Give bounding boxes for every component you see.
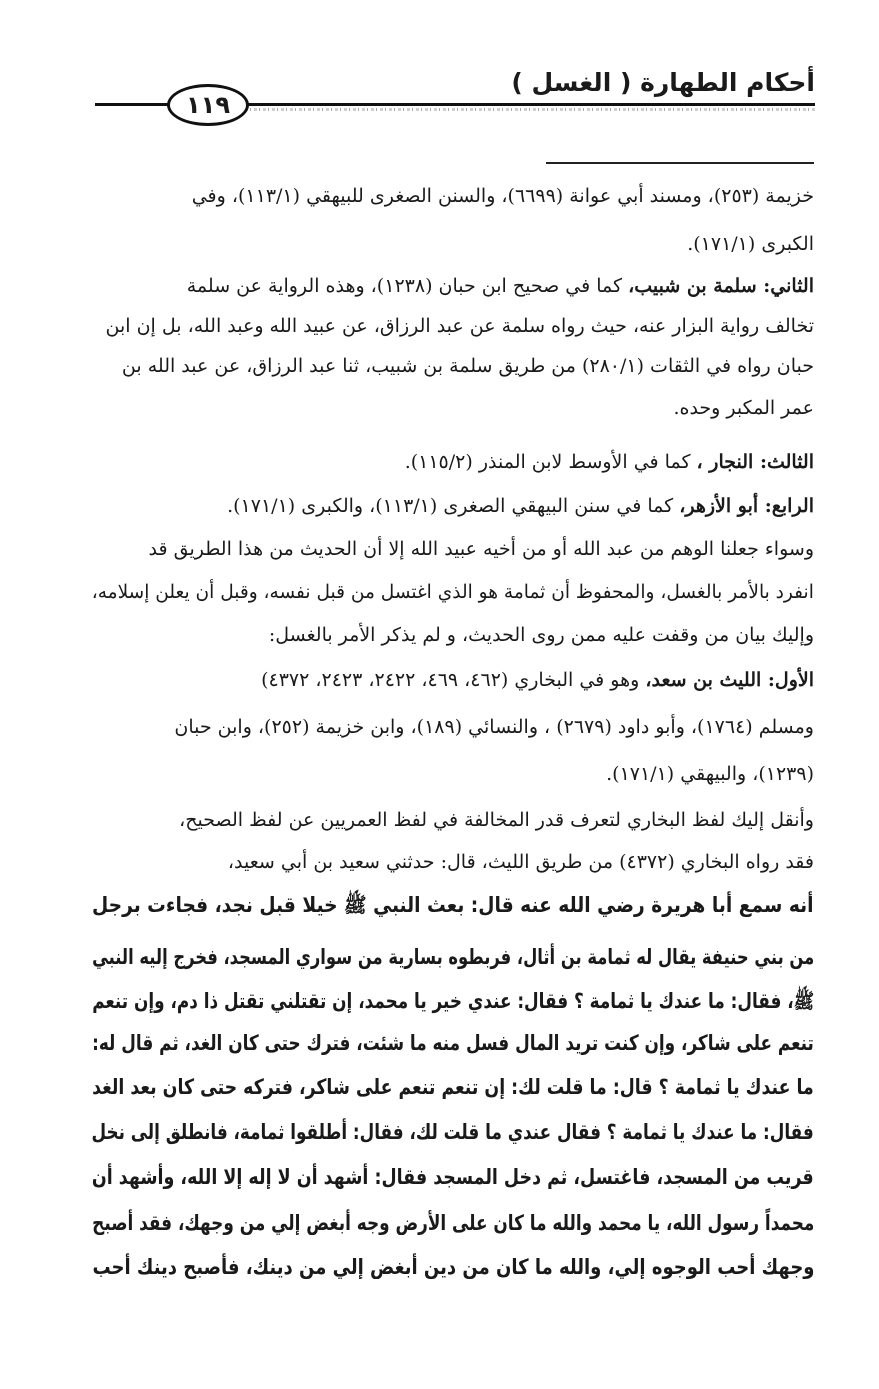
text-line: وسواء جعلنا الوهم من عبد الله أو من أخيه عبيد الله إلا أن الحديث من هذا الطريق قد bbox=[148, 538, 814, 560]
text-line: وإليك بيان من وقفت عليه ممن روى الحديث، و لم يذكر الأمر بالغسل: bbox=[268, 624, 814, 646]
text-line: تخالف رواية البزار عنه، حيث رواه سلمة عن عبد الرزاق، عن عبيد الله وعبد الله، بل إن ابن bbox=[105, 315, 814, 337]
paragraph-first-line: الأول: الليث بن سعد، وهو في البخاري (٤٦٢، ٤٦٩، ٢٤٢٢، ٢٤٢٣، ٤٣٧٢) bbox=[261, 669, 814, 691]
text-line: وأنقل إليك لفظ البخاري لتعرف قدر المخالفة في لفظ العمريين عن لفظ الصحيح، bbox=[179, 809, 814, 831]
header-title: أحكام الطهارة ( الغسل ) bbox=[511, 68, 815, 97]
text-line: فقد رواه البخاري (٤٣٧٢) من طريق الليث، قال: حدثني سعيد بن أبي سعيد، bbox=[227, 851, 814, 873]
header-rule-ornament bbox=[245, 108, 815, 111]
paragraph-lead: الأول: الليث بن سعد، bbox=[645, 669, 814, 691]
paragraph-first-line: الثالث: النجار ، كما في الأوسط لابن المنذر (١١٥/٢). bbox=[404, 451, 814, 473]
text-line: الكبرى (١٧١/١). bbox=[687, 233, 814, 255]
hadith-line: أنه سمع أبا هريرة رضي الله عنه قال: بعث النبي ﷺ خيلا قبل نجد، فجاءت برجل bbox=[92, 893, 814, 917]
running-header bbox=[95, 60, 815, 120]
text-line: (١٢٣٩)، والبيهقي (١٧١/١). bbox=[606, 763, 814, 785]
hadith-line: تنعم على شاكر، وإن كنت تريد المال فسل منه ما شئت، فترك حتى كان الغد، ثم قال له: bbox=[92, 1031, 814, 1055]
hadith-line: قريب من المسجد، فاغتسل، ثم دخل المسجد فقال: أشهد أن لا إله إلا الله، وأشهد أن bbox=[92, 1165, 814, 1189]
paragraph-lead: الرابع: أبو الأزهر، bbox=[679, 495, 814, 517]
hadith-line: محمداً رسول الله، يا محمد والله ما كان على الأرض وجه أبغض إلي من وجهك، فقد أصبح bbox=[92, 1211, 814, 1235]
text-line: حبان رواه في الثقات (٢٨٠/١) من طريق سلمة بن شبيب، ثنا عبد الرزاق، عن عبد الله بن bbox=[121, 355, 814, 377]
text-line: خزيمة (٢٥٣)، ومسند أبي عوانة (٦٦٩٩)، والسنن الصغرى للبيهقي (١١٣/١)، وفي bbox=[191, 185, 814, 207]
paragraph-lead: الثاني: سلمة بن شبيب، bbox=[628, 275, 814, 297]
hadith-line: ما عندك يا ثمامة ؟ قال: ما قلت لك: إن تنعم تنعم على شاكر، فتركه حتى كان بعد الغد bbox=[92, 1075, 814, 1099]
hadith-line: فقال: ما عندك يا ثمامة ؟ فقال عندي ما قلت لك، فقال: أطلقوا ثمامة، فانطلق إلى نخل bbox=[92, 1120, 814, 1144]
hadith-line: وجهك أحب الوجوه إلي، والله ما كان من دين أبغض إلي من دينك، فأصبح دينك أحب bbox=[92, 1255, 814, 1279]
paragraph-first-line: الرابع: أبو الأزهر، كما في سنن البيهقي الصغرى (١١٣/١)، والكبرى (١٧١/١). bbox=[227, 495, 814, 517]
paragraph-first-line: الثاني: سلمة بن شبيب، كما في صحيح ابن حبان (١٢٣٨)، وهذه الرواية عن سلمة bbox=[186, 275, 814, 297]
hadith-line: ﷺ، فقال: ما عندك يا ثمامة ؟ فقال: عندي خير يا محمد، إن تقتلني تقتل ذا دم، وإن تنعم bbox=[92, 989, 814, 1013]
paragraph-lead: الثالث: النجار ، bbox=[696, 451, 814, 473]
text-line: ومسلم (١٧٦٤)، وأبو داود (٢٦٧٩) ، والنسائي (١٨٩)، وابن خزيمة (٢٥٢)، وابن حبان bbox=[174, 716, 814, 738]
text-line: انفرد بالأمر بالغسل، والمحفوظ أن ثمامة هو الذي اغتسل من قبل نفسه، وقبل أن يعلن إسلامه، bbox=[92, 581, 814, 603]
footnote-separator bbox=[546, 162, 814, 164]
hadith-line: من بني حنيفة يقال له ثمامة بن أثال، فربطوه بسارية من سواري المسجد، فخرج إليه النبي bbox=[92, 945, 814, 969]
text-line: عمر المكبر وحده. bbox=[673, 397, 814, 419]
page-number: ١١٩ bbox=[167, 84, 249, 126]
